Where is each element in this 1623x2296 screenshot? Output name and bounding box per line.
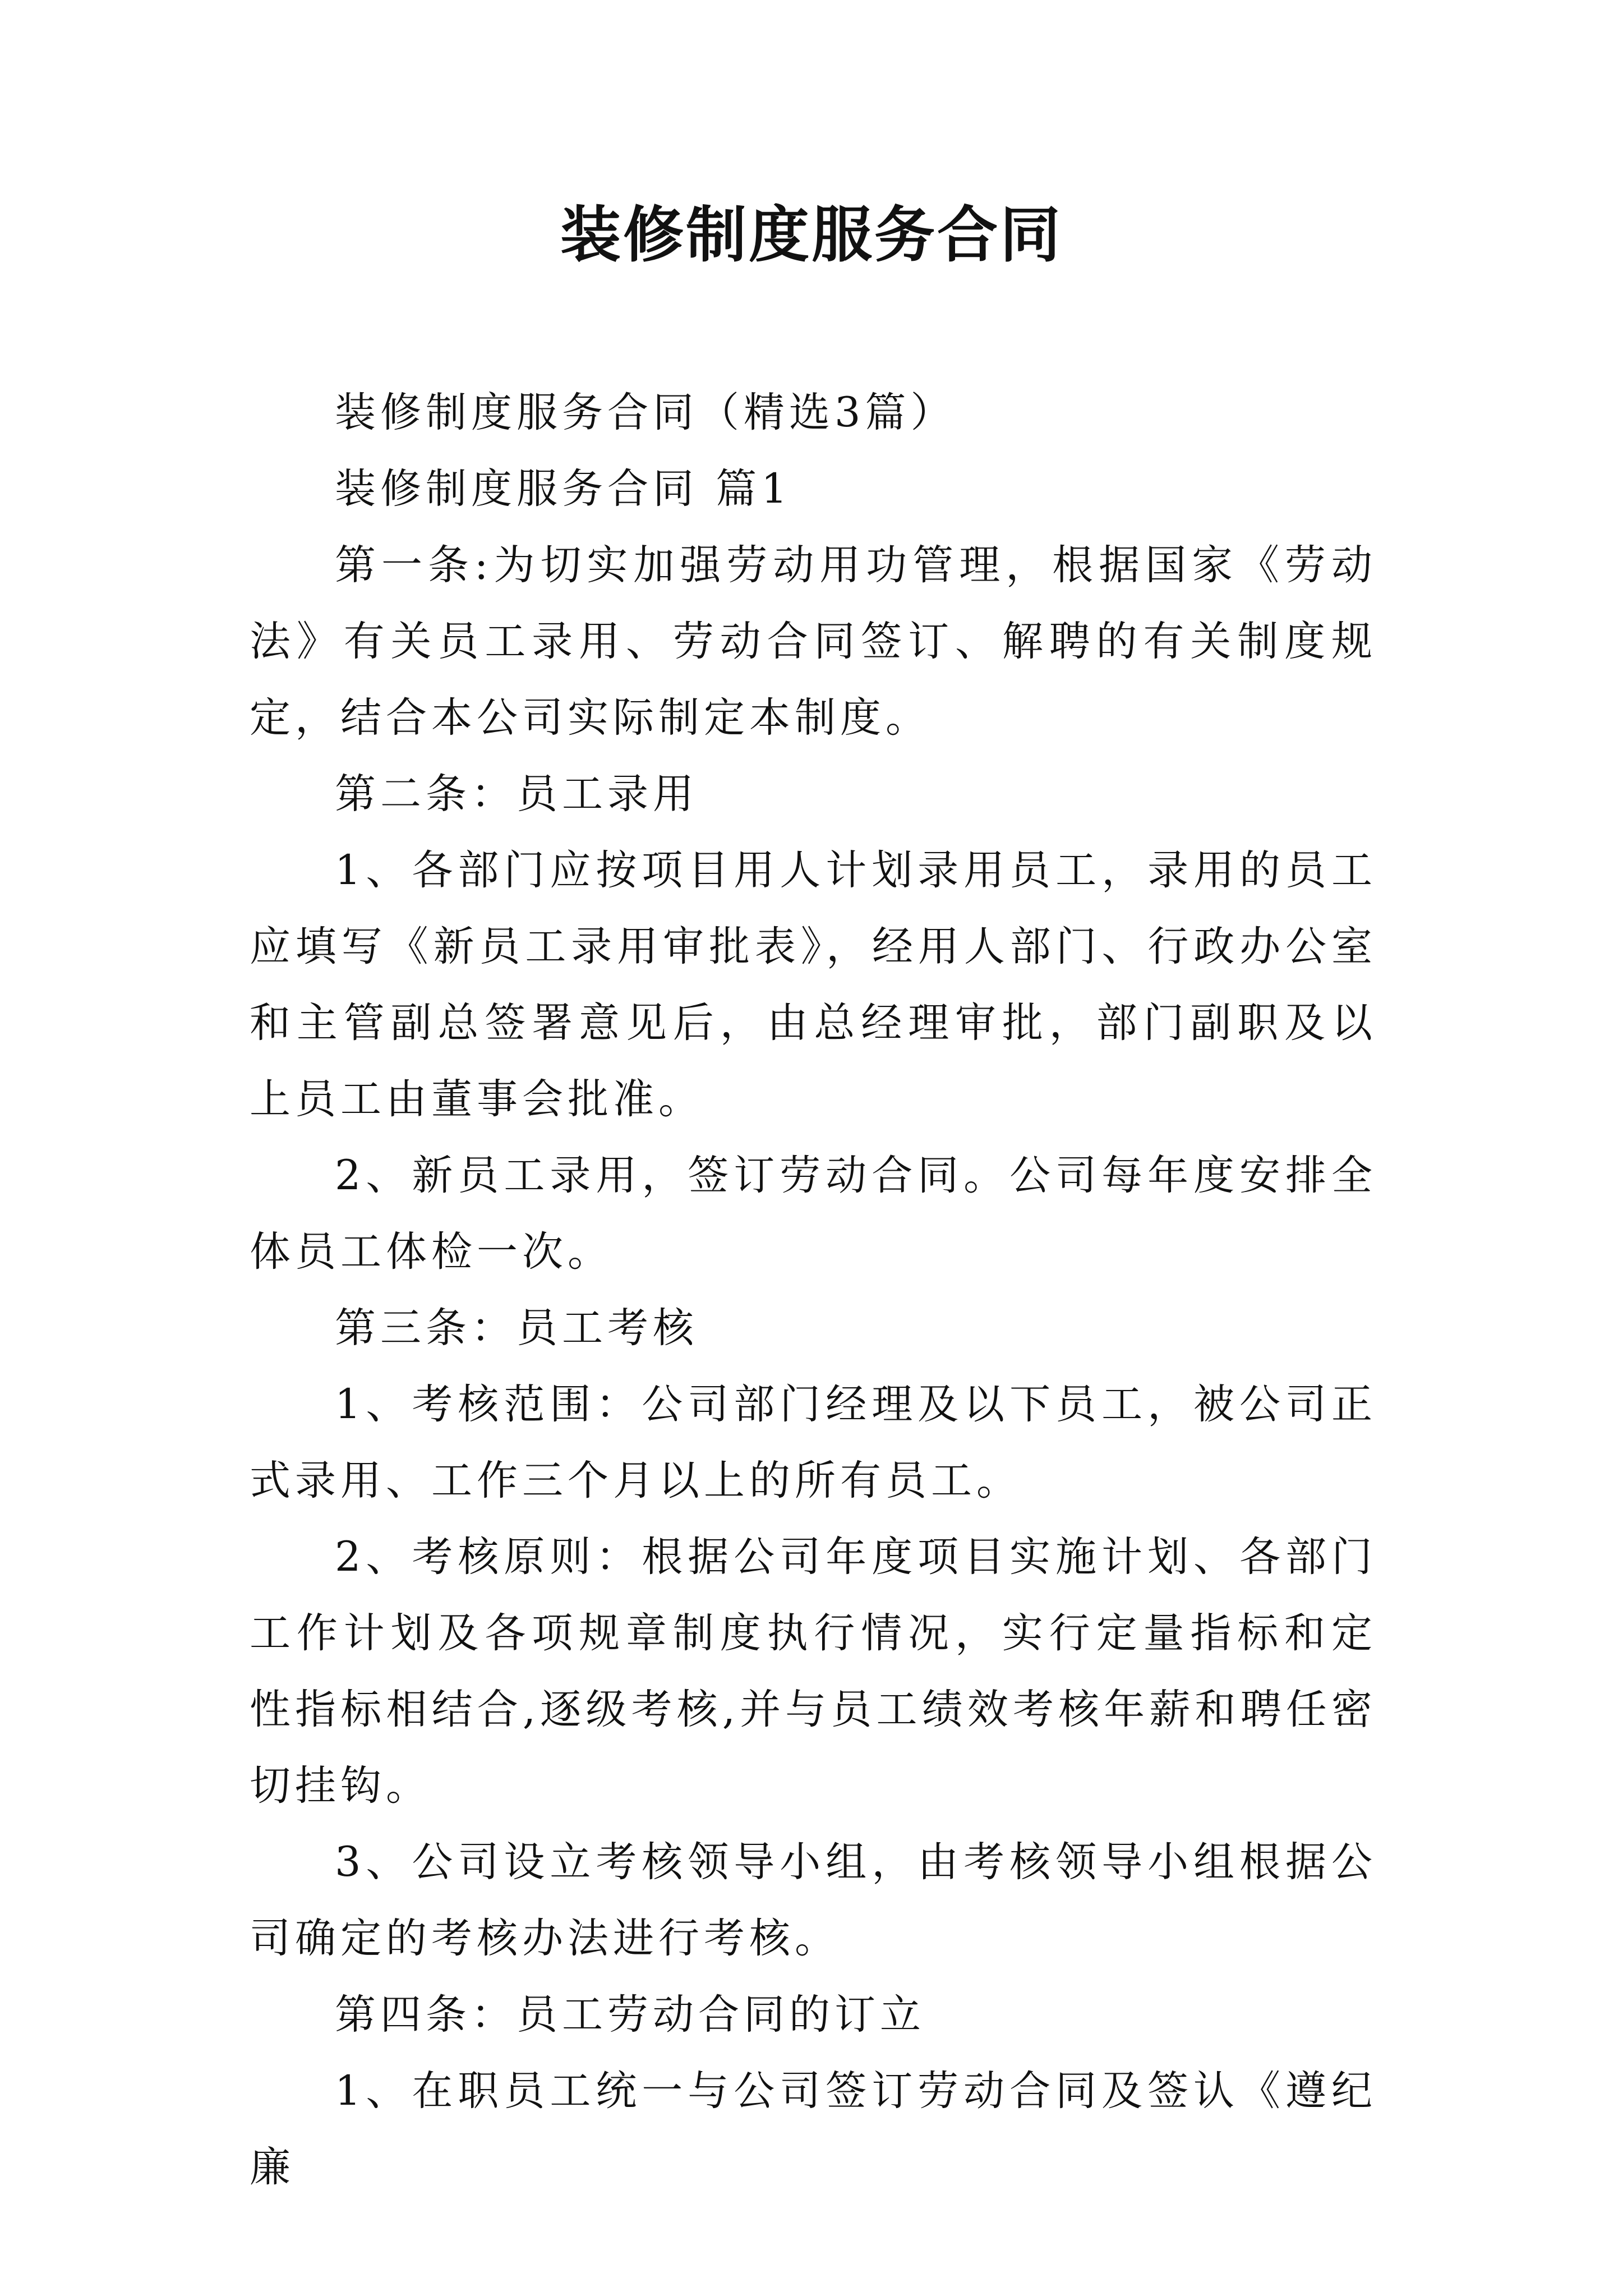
paragraph: 第二条：员工录用 xyxy=(335,770,698,818)
paragraph: 装修制度服务合同 篇1 xyxy=(335,465,792,513)
paragraph: 3、公司设立考核领导小组，由考核领导小组根据公司确定的考核办法进行考核。 xyxy=(250,1838,1377,1962)
paragraph: 装修制度服务合同（精选3篇） xyxy=(335,389,956,436)
paragraph: 第四条：员工劳动合同的订立 xyxy=(335,1991,925,2039)
paragraph: 1、考核范围：公司部门经理及以下员工，被公司正式录用、工作三个月以上的所有员工。 xyxy=(250,1381,1377,1504)
paragraph: 2、考核原则：根据公司年度项目实施计划、各部门工作计划及各项规章制度执行情况，实行定量指标和定性指标相结合,逐级考核,并与员工绩效考核年薪和聘任密切挂钩。 xyxy=(250,1533,1377,1810)
paragraph: 2、新员工录用，签订劳动合同。公司每年度安排全体员工体检一次。 xyxy=(250,1152,1377,1276)
paragraph: 第三条：员工考核 xyxy=(335,1304,698,1352)
paragraph: 1、各部门应按项目用人计划录用员工，录用的员工应填写《新员工录用审批表》，经用人部门、行政办公室和主管副总签署意见后，由总经理审批，部门副职及以上员工由董事会批准。 xyxy=(250,846,1377,1123)
paragraph: 第一条:为切实加强劳动用功管理，根据国家《劳动法》有关员工录用、劳动合同签订、解聘的有关制度规定，结合本公司实际制定本制度。 xyxy=(250,541,1377,742)
paragraph: 1、在职员工统一与公司签订劳动合同及签认《遵纪廉 xyxy=(250,2067,1377,2191)
document-title: 装修制度服务合同 xyxy=(560,200,1063,270)
document-body xyxy=(250,375,1377,2206)
